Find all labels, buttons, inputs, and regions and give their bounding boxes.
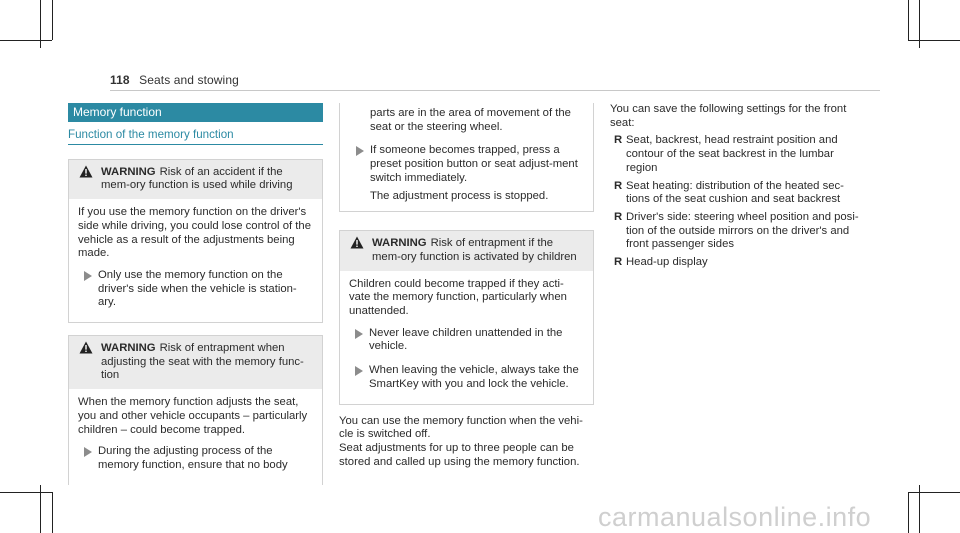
crop-mark — [52, 0, 53, 40]
list-item — [610, 134, 865, 175]
instruction-step — [78, 269, 314, 310]
warning-text: If you use the memory function on the driver's side while driving, you could lose control of the vehicle as a result of the adjustments being made. — [78, 206, 311, 260]
step-text: During the adjusting process of the memory function, ensure that no body — [98, 445, 288, 471]
instruction-step — [350, 144, 585, 185]
warning-header — [69, 160, 322, 199]
warning-triangle-icon — [79, 341, 93, 354]
warning-label: WARNING — [101, 165, 156, 178]
page-number: 118 — [110, 73, 130, 87]
list-item-text: Seat, backrest, head restraint position and contour of the seat backrest in the lumbar region — [626, 134, 838, 174]
warning-heading: Risk of entrapment if the mem-ory function is activated by children — [372, 237, 577, 263]
crop-mark — [52, 492, 53, 533]
step-arrow-icon — [355, 366, 363, 376]
warning-body — [69, 389, 322, 485]
warning-text: Children could become trapped if they acti-vate the memory function, particularly when unattended. — [349, 277, 567, 318]
warning-box — [68, 335, 323, 485]
step-arrow-icon — [84, 271, 92, 281]
bullet-icon: R — [614, 134, 623, 147]
step-text: When leaving the vehicle, always take the SmartKey with you and lock the vehicle. — [369, 364, 579, 390]
body-text — [339, 415, 594, 470]
crop-mark — [908, 492, 909, 533]
step-text: Only use the memory function on the driver's side when the vehicle is station-ary. — [98, 268, 297, 309]
list-item-text: Seat heating: distribution of the heated sec-tions of the seat cushion and seat backrest — [626, 179, 844, 206]
crop-mark — [908, 40, 960, 41]
list-item — [610, 256, 865, 270]
warning-triangle-icon — [79, 165, 93, 178]
warning-heading: Risk of an accident if the mem-ory function is used while driving — [101, 165, 293, 192]
list-item — [610, 211, 865, 252]
intro-text: You can save the following settings for the front seat: — [610, 103, 847, 129]
crop-mark — [0, 492, 52, 493]
warning-triangle-icon — [350, 236, 364, 249]
warning-box — [339, 230, 594, 404]
page-header — [110, 73, 239, 87]
bullet-icon: R — [614, 210, 623, 223]
instruction-step — [78, 445, 314, 472]
crop-mark — [908, 492, 960, 493]
watermark: carmanualsonline.info — [598, 502, 872, 532]
step-arrow-icon — [84, 447, 92, 457]
crop-mark — [908, 0, 909, 40]
paragraph: Seat adjustments for up to three people can be stored and called up using the memory function. — [339, 441, 580, 468]
list-item — [610, 180, 865, 207]
warning-heading: Risk of entrapment when adjusting the seat with the memory func-tion — [101, 342, 304, 382]
column-2 — [339, 103, 594, 469]
step-text: Never leave children unattended in the vehicle. — [369, 326, 563, 353]
instruction-step — [349, 327, 585, 354]
warning-body — [340, 271, 593, 404]
crop-mark — [0, 40, 52, 41]
bullet-icon: R — [614, 179, 623, 192]
list-item-text: Head-up display — [626, 256, 708, 269]
warning-text: When the memory function adjusts the seat, you and other vehicle occupants – particularly children – could become trapped. — [78, 396, 308, 436]
section-name: Seats and stowing — [139, 73, 239, 87]
warning-label: WARNING — [101, 342, 156, 355]
warning-label: WARNING — [372, 237, 427, 250]
step-continuation: parts are in the area of movement of the seat or the steering wheel. — [370, 107, 571, 133]
settings-list — [610, 134, 865, 269]
warning-body — [69, 199, 322, 322]
header-divider — [110, 90, 880, 91]
warning-header — [340, 231, 593, 270]
paragraph: You can use the memory function when the vehi-cle is switched off. — [339, 414, 583, 441]
column-3 — [610, 103, 865, 274]
bullet-icon: R — [614, 256, 623, 269]
step-text: If someone becomes trapped, press a preset position button or seat adjust-ment switch immediately. — [370, 144, 578, 184]
step-arrow-icon — [355, 329, 363, 339]
instruction-step — [349, 364, 585, 391]
step-result: The adjustment process is stopped. — [370, 189, 549, 202]
subsection-title: Function of the memory function — [68, 128, 323, 145]
list-item-text: Driver's side: steering wheel position and posi-tion of the outside mirrors on the driver's and front passenger sides — [626, 210, 859, 251]
warning-continuation — [339, 103, 594, 212]
step-arrow-icon — [356, 146, 364, 156]
warning-box — [68, 159, 323, 323]
column-1 — [68, 103, 323, 485]
section-title: Memory function — [68, 103, 323, 122]
warning-header — [69, 336, 322, 389]
